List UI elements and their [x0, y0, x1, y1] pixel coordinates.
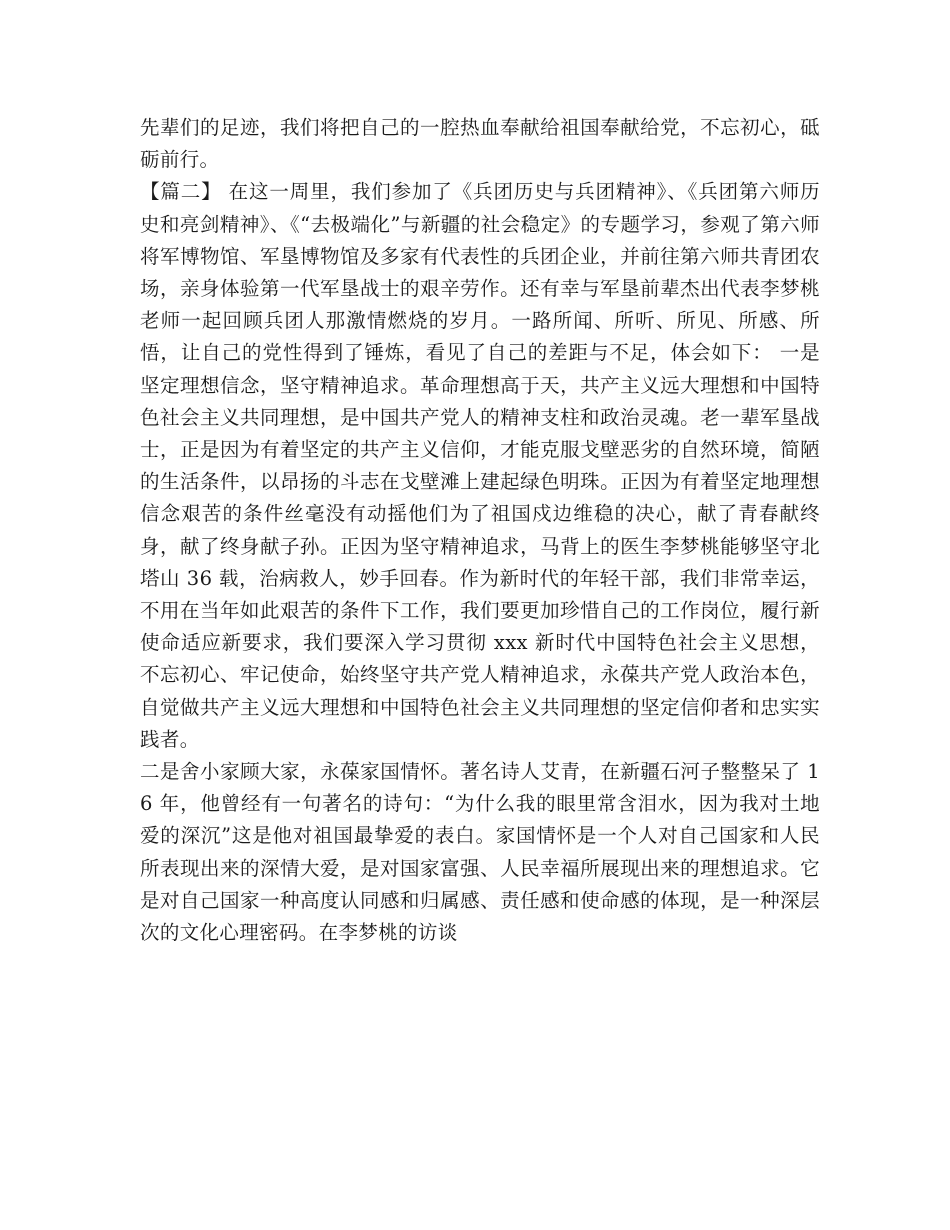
paragraph-continuation: 先辈们的足迹，我们将把自己的一腔热血奉献给祖国奉献给党，不忘初心，砥砺前行。: [140, 116, 820, 172]
paragraph-point-two: 二是舍小家顾大家，永葆家国情怀。著名诗人艾青，在新疆石河子整整呆了 16 年，他曾经有一句著名的诗句：“为什么我的眼里常含泪水，因为我对土地爱的深沉”这是他对祖国最挚爱的表白。家国情怀是一个人对自己国家和人民所表现出来的深情大爱，是对国家富强、人民幸福所展现出来的理想追求。它是对自己国家一种高度认同感和归属感、责任感和使命感的体现，是一种深层次的文化心理密码。在李梦桃的访谈: [140, 760, 820, 945]
paragraph-part-two: 【篇二】 在这一周里，我们参加了《兵团历史与兵团精神》、《兵团第六师历史和亮剑精神》、《“去极端化”与新疆的社会稳定》的专题学习，参观了第六师将军博物馆、军垦博物馆及多家有代表性的兵团企业，并前往第六师共青团农场，亲身体验第一代军垦战士的艰辛劳作。还有幸与军垦前辈杰出代表李梦桃老师一起回顾兵团人那激情燃烧的岁月。一路所闻、所听、所见、所感、所悟，让自己的党性得到了锤炼，看见了自己的差距与不足，体会如下： 一是坚定理想信念，坚守精神追求。革命理想高于天，共产主义远大理想和中国特色社会主义共同理想，是中国共产党人的精神支柱和政治灵魂。老一辈军垦战士，正是因为有着坚定的共产主义信仰，才能克服戈壁恶劣的自然环境，简陋的生活条件，以昂扬的斗志在戈壁滩上建起绿色明珠。正因为有着坚定地理想信念艰苦的条件丝毫没有动摇他们为了祖国戍边维稳的决心，献了青春献终身，献了终身献子孙。正因为坚守精神追求，马背上的医生李梦桃能够坚守北塔山 36 载，治病救人，妙手回春。作为新时代的年轻干部，我们非常幸运，不用在当年如此艰苦的条件下工作，我们要更加珍惜自己的工作岗位，履行新使命适应新要求，我们要深入学习贯彻 xxx 新时代中国特色社会主义思想，不忘初心、牢记使命，始终坚守共产党人精神追求，永葆共产党人政治本色，自觉做共产主义远大理想和中国特色社会主义共同理想的坚定信仰者和忠实实践者。: [140, 180, 820, 751]
document-body: [140, 112, 820, 949]
